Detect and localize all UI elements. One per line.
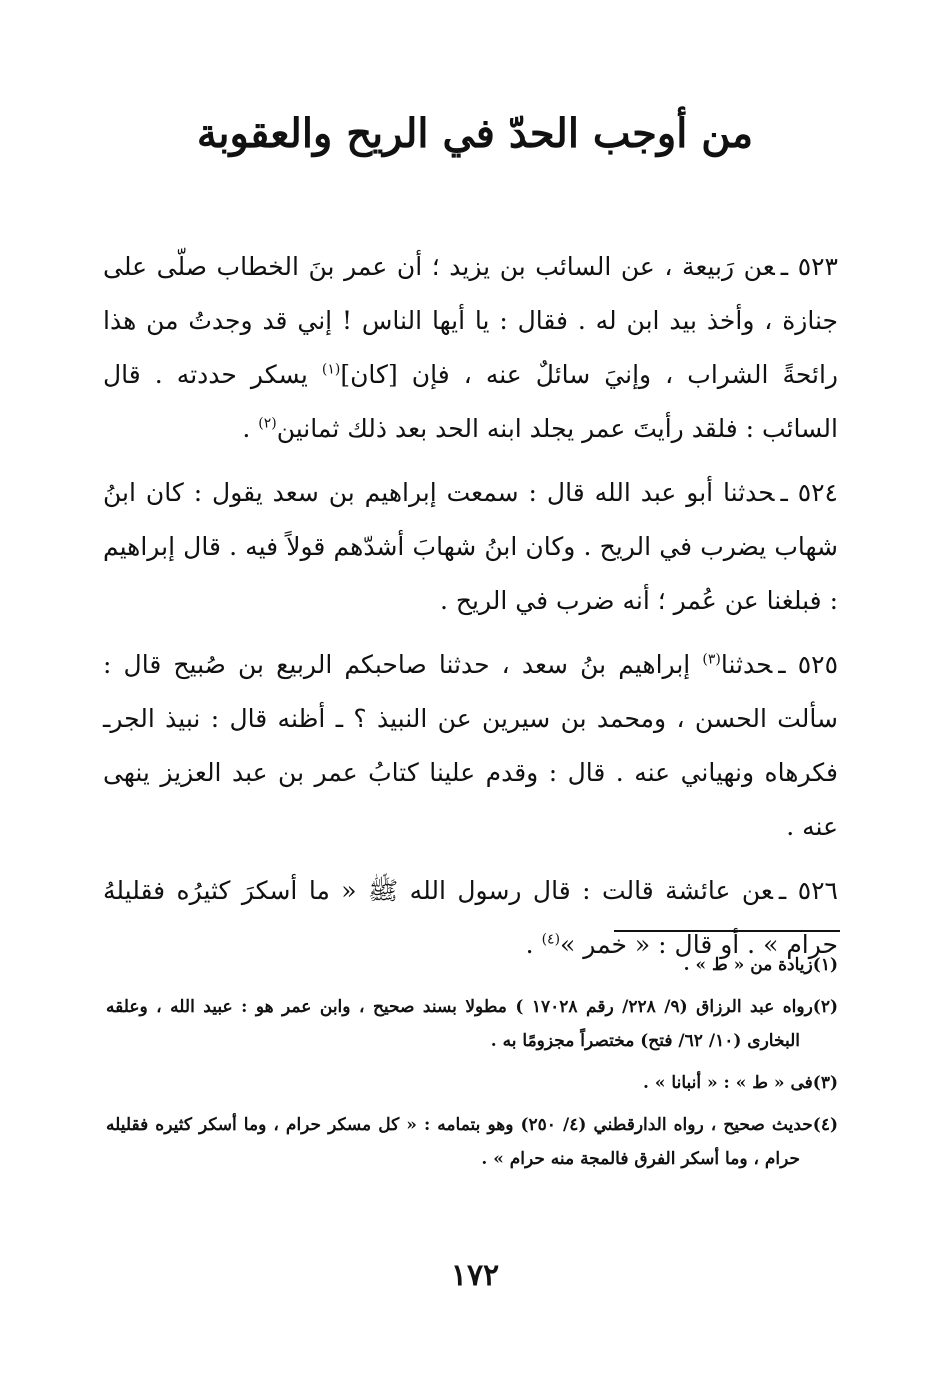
paragraph-text-end: . bbox=[242, 414, 259, 443]
footnote-ref-1: (١) bbox=[321, 361, 341, 378]
footnote-3 bbox=[106, 1066, 838, 1100]
chapter-title: من أوجب الحدّ في الريح والعقوبة bbox=[196, 110, 754, 157]
footnote-text: فى « ط » : « أنبانا » . bbox=[643, 1073, 813, 1093]
paragraph-524 bbox=[103, 466, 838, 628]
footnote-text: زيادة من « ط » . bbox=[683, 955, 813, 975]
footnote-marker: (٤) bbox=[812, 1115, 838, 1135]
footnote-4 bbox=[106, 1108, 838, 1176]
paragraph-number: ٥٢٤ ـ bbox=[780, 478, 838, 507]
paragraph-text: حدثنا أبو عبد الله قال : سمعت إبراهيم بن سعد يقول : كان ابنُ شهاب يضرب في الريح . وكان ابنُ شهابَ أشدّهم قولاً فيه . قال إبراهيم : فبلغنا عن عُمر ؛ أنه ضرب في الريح . bbox=[103, 478, 838, 615]
paragraph-text-end: . bbox=[525, 930, 542, 959]
paragraph-number: ٥٢٥ ـ bbox=[778, 650, 839, 679]
footnote-ref-3: (٣) bbox=[702, 651, 721, 668]
paragraph-text: عن رَبيعة ، عن السائب بن يزيد ؛ أن عمر بنَ الخطاب صلّى على جنازة ، وأخذ بيد ابن له . فقال : يا أيها الناس ! إني قد وجدتُ من هذا رائحةً الشراب ، وإنيَ سائلٌ عنه ، فإن [كان] bbox=[103, 252, 838, 389]
footnote-marker: (٢) bbox=[812, 997, 839, 1017]
page-number: ١٧٢ bbox=[450, 1258, 500, 1293]
paragraph-text: عن عائشة قالت : قال رسول الله ﷺ « ما أسكرَ كثيرُه فقليلهُ حرام » . أو قال : « خمر » bbox=[103, 876, 838, 959]
footnote-1 bbox=[106, 948, 838, 982]
paragraph-text-cont: إبراهيم بنُ سعد ، حدثنا صاحبكم الربيع بن صُبيح قال : سألت الحسن ، ومحمد بن سيرين عن النبيذ ؟ ـ أظنه قال : نبيذ الجرـ فكرهاه ونهياني عنه . قال : وقدم علينا كتابُ عمر بن عبد العزيز ينهى عنه . bbox=[103, 650, 838, 841]
footnote-marker: (١) bbox=[812, 955, 838, 975]
footnote-text: حديث صحيح ، رواه الدارقطني (٤/ ٢٥٠) وهو بتمامه : « كل مسكر حرام ، وما أسكر كثيره فقليله حرام ، وما أسكر الفرق فالمجة منه حرام » . bbox=[106, 1115, 813, 1169]
paragraph-number: ٥٢٦ ـ bbox=[778, 876, 838, 905]
footnote-ref-2: (٢) bbox=[258, 415, 277, 432]
footnote-text: رواه عبد الرزاق (٩/ ٢٢٨/ رقم ١٧٠٢٨ ) مطولا بسند صحيح ، وابن عمر هو : عبيد الله ، وعلقه البخارى (١٠/ ٦٢/ فتح) مختصراً مجزومًا به . bbox=[106, 997, 813, 1051]
paragraph-text-cont: يسكر حددته . قال السائب : فلقد رأيتَ عمر يجلد ابنه الحد بعد ذلك ثمانين bbox=[103, 360, 838, 443]
footnote-divider bbox=[614, 930, 840, 932]
paragraph-number: ٥٢٣ ـ bbox=[780, 252, 838, 281]
footnote-ref-4: (٤) bbox=[541, 931, 561, 948]
paragraph-525 bbox=[103, 638, 838, 854]
main-text bbox=[103, 240, 838, 982]
paragraph-text: حدثنا bbox=[720, 650, 773, 679]
footnote-2 bbox=[106, 990, 838, 1058]
paragraph-523 bbox=[103, 240, 838, 456]
footnote-marker: (٣) bbox=[812, 1073, 838, 1093]
footnotes-section bbox=[106, 948, 838, 1184]
